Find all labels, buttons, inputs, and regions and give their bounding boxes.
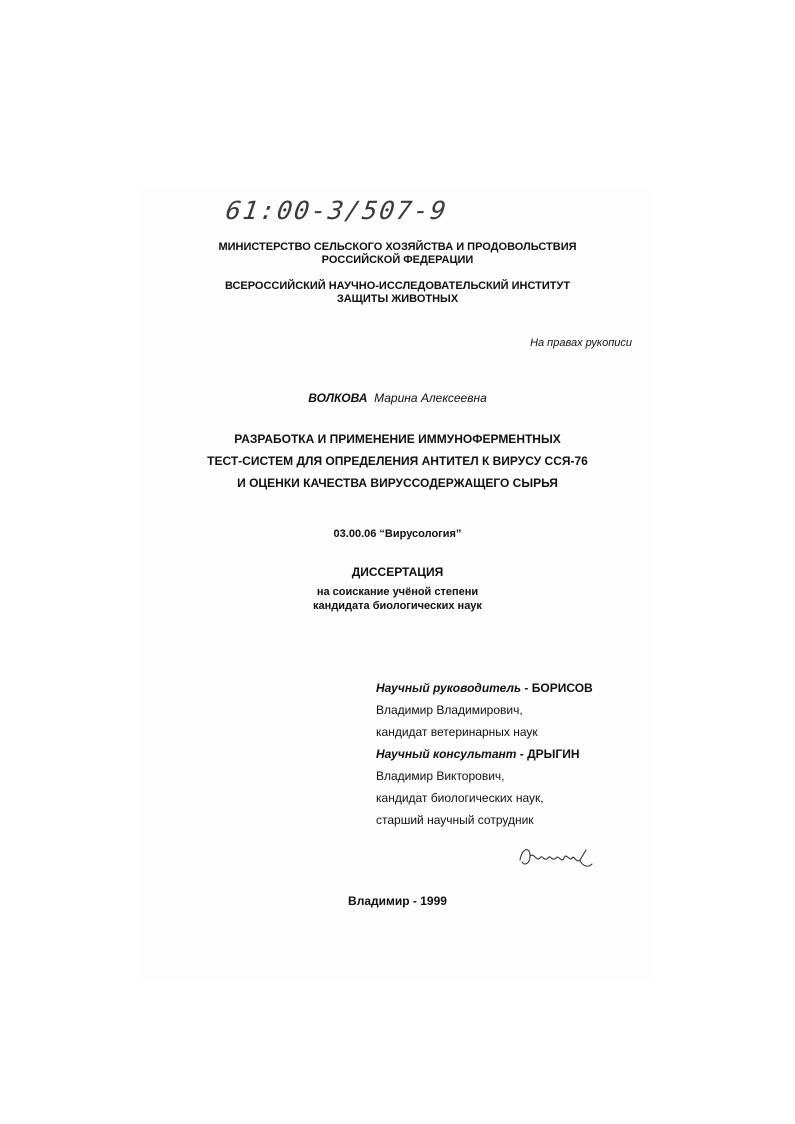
consultant-name: Владимир Викторович, xyxy=(376,769,505,783)
institute-line-2: ЗАЩИТЫ ЖИВОТНЫХ xyxy=(336,293,459,305)
dissertation-heading: ДИССЕРТАЦИЯ xyxy=(351,565,444,579)
advisor-label: Научный руководитель xyxy=(376,681,522,695)
consultant-line: Научный консультант - ДРЫГИН xyxy=(376,747,580,761)
advisor-line: Научный руководитель - БОРИСОВ xyxy=(376,681,593,695)
author-surname: ВОЛКОВА xyxy=(308,391,368,405)
title-line-2: ТЕСТ-СИСТЕМ ДЛЯ ОПРЕДЕЛЕНИЯ АНТИТЕЛ К ВИРУСУ ССЯ-76 xyxy=(207,454,588,468)
advisor-name: Владимир Владимирович, xyxy=(376,703,523,717)
ministry-line-1: МИНИСТЕРСТВО СЕЛЬСКОГО ХОЗЯЙСТВА И ПРОДОВОЛЬСТВИЯ xyxy=(218,241,577,253)
consultant-label: Научный консультант xyxy=(376,747,517,761)
handwritten-archive-number: 61:00-3/507-9 xyxy=(223,196,450,225)
author-line xyxy=(0,391,795,406)
dissertation-line-2: кандидата биологических наук xyxy=(313,600,482,612)
specialty-code: 03.00.06 “Вирусология” xyxy=(333,528,462,540)
consultant-degree: кандидат биологических наук, xyxy=(376,791,544,805)
author-given-name: Марина Алексеевна xyxy=(374,391,487,405)
consultant-surname: ДРЫГИН xyxy=(527,747,580,761)
dissertation-line-1: на соискание учёной степени xyxy=(316,586,479,598)
handwritten-signature xyxy=(516,838,596,878)
supervisors-block xyxy=(376,680,646,834)
advisor-surname: БОРИСОВ xyxy=(531,681,593,695)
consultant-title: старший научный сотрудник xyxy=(376,813,534,827)
title-line-3: И ОЦЕНКИ КАЧЕСТВА ВИРУССОДЕРЖАЩЕГО СЫРЬЯ xyxy=(237,476,558,490)
title-line-1: РАЗРАБОТКА И ПРИМЕНЕНИЕ ИММУНОФЕРМЕНТНЫХ xyxy=(234,432,561,446)
rights-note: На правах рукописи xyxy=(530,337,632,349)
ministry-line-2: РОССИЙСКОЙ ФЕДЕРАЦИИ xyxy=(321,254,474,266)
institute-line-1: ВСЕРОССИЙСКИЙ НАУЧНО-ИССЛЕДОВАТЕЛЬСКИЙ ИНСТИТУТ xyxy=(224,280,571,292)
advisor-degree: кандидат ветеринарных наук xyxy=(376,725,538,739)
footer-city-year: Владимир - 1999 xyxy=(348,894,447,908)
